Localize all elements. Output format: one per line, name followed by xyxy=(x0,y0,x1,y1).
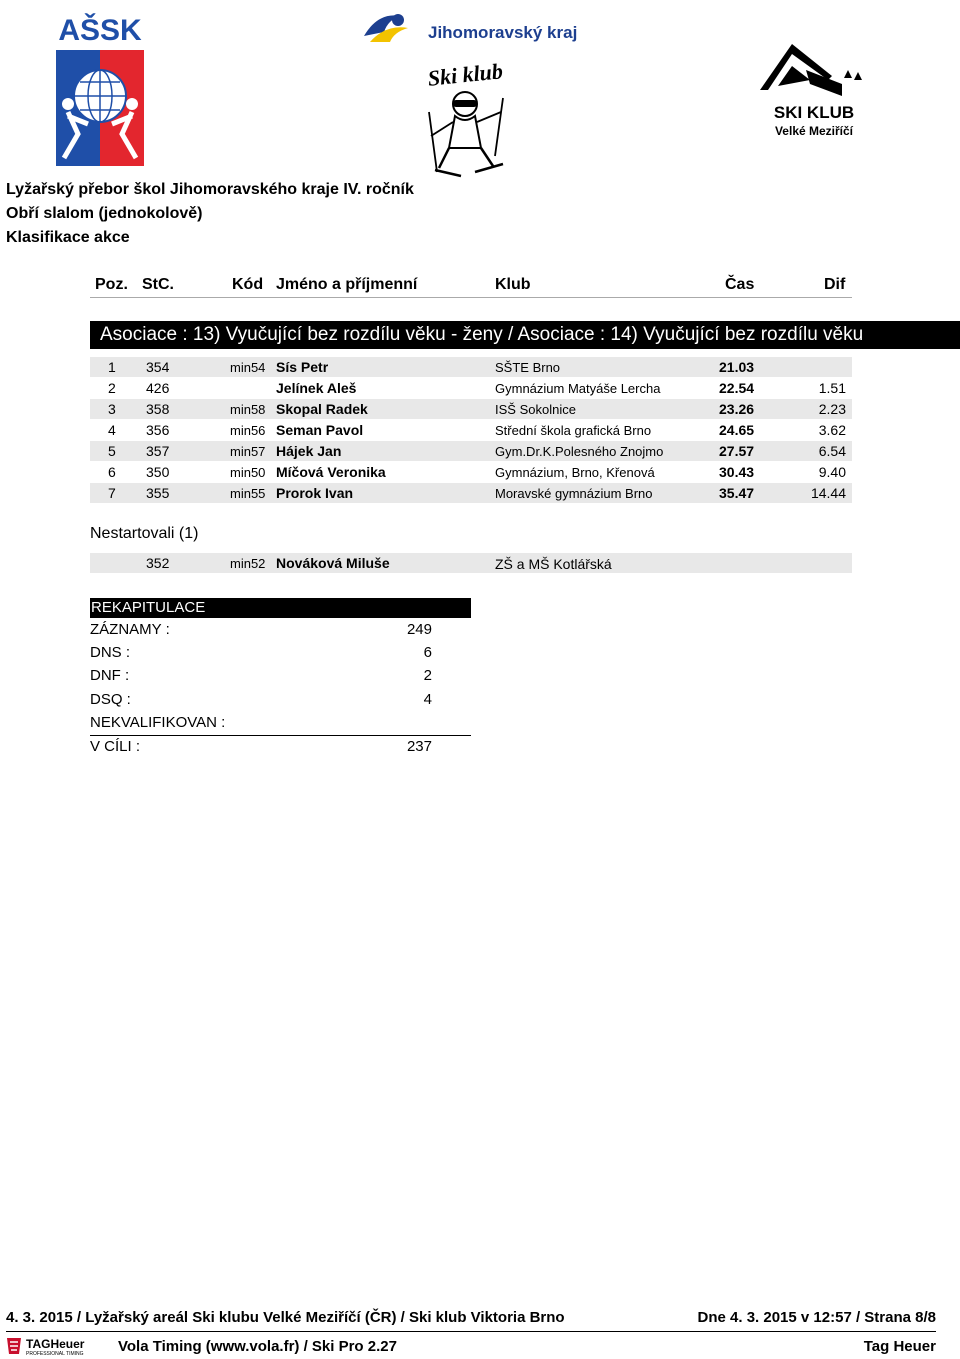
recap-label-dns: DNS : xyxy=(90,644,131,661)
row-diff: 9.40 xyxy=(818,464,846,480)
row-time: 27.57 xyxy=(719,443,755,459)
footer-software: Vola Timing (www.vola.fr) / Ski Pro 2.27 xyxy=(118,1338,397,1355)
row-position: 4 xyxy=(108,422,116,438)
row-club: ISŠ Sokolnice xyxy=(495,402,576,417)
row-time: 21.03 xyxy=(719,359,755,375)
col-header-name: Jméno a příjmenní xyxy=(276,276,418,293)
row-code: min58 xyxy=(230,402,266,417)
ski-klub-logo xyxy=(415,52,517,182)
col-header-stc: StC. xyxy=(142,276,174,293)
tag-heuer-logo xyxy=(6,1336,110,1356)
row-name: Hájek Jan xyxy=(276,443,342,459)
row-diff: 14.44 xyxy=(810,485,846,501)
result-row xyxy=(90,462,852,482)
result-row xyxy=(90,441,852,461)
row-name: Nováková Miluše xyxy=(276,555,390,571)
row-name: Seman Pavol xyxy=(276,422,364,438)
row-name: Jelínek Aleš xyxy=(276,380,357,396)
region-logo-text: Jihomoravský kraj xyxy=(428,23,578,42)
row-position: 6 xyxy=(108,464,116,480)
recap-label-dsq: DSQ : xyxy=(90,691,131,708)
tag-heuer-sub: PROFESSIONAL TIMING xyxy=(26,1351,84,1356)
recap-label-records: ZÁZNAMY : xyxy=(90,621,170,638)
row-code: min54 xyxy=(230,360,266,375)
row-code: min56 xyxy=(230,423,266,438)
row-time: 24.65 xyxy=(719,422,755,438)
row-diff: 1.51 xyxy=(818,380,846,396)
result-row xyxy=(90,378,852,398)
category-bar xyxy=(90,321,960,349)
category-title: Asociace : 13) Vyučující bez rozdílu věku - ženy / Asociace : 14) Vyučující bez rozdílu věku xyxy=(100,324,864,345)
row-bib: 426 xyxy=(146,380,170,396)
footer-brand: Tag Heuer xyxy=(863,1338,936,1355)
result-row xyxy=(90,357,852,377)
race-title: Obří slalom (jednokolově) xyxy=(6,205,203,222)
row-club: ZŠ a MŠ Kotlářská xyxy=(495,556,612,572)
assk-logo xyxy=(52,12,148,168)
row-code: min52 xyxy=(230,556,266,571)
row-position: 3 xyxy=(108,401,116,417)
recap-label-nq: NEKVALIFIKOVAN : xyxy=(90,714,226,731)
col-header-time: Čas xyxy=(725,276,755,293)
row-name: Prorok Ivan xyxy=(276,485,354,501)
dns-title: Nestartovali (1) xyxy=(90,525,199,542)
row-bib: 358 xyxy=(146,401,170,417)
row-club: Moravské gymnázium Brno xyxy=(495,486,653,501)
recap-value-dnf: 2 xyxy=(423,667,432,684)
row-position: 1 xyxy=(108,359,116,375)
row-bib: 354 xyxy=(146,359,170,375)
ski-klub-logo-text: Ski klub xyxy=(426,58,504,91)
row-time: 35.47 xyxy=(719,485,755,501)
header-divider xyxy=(90,297,852,298)
row-position: 7 xyxy=(108,485,116,501)
row-name: Sís Petr xyxy=(276,359,329,375)
region-logo xyxy=(360,6,590,50)
row-club: Gymnázium, Brno, Křenová xyxy=(495,465,655,480)
row-time: 30.43 xyxy=(719,464,755,480)
event-title: Lyžařský přebor škol Jihomoravského kraje IV. ročník xyxy=(6,181,414,198)
assk-logo-text: AŠSK xyxy=(58,14,142,47)
row-code: min55 xyxy=(230,486,266,501)
result-row xyxy=(90,483,852,503)
col-header-dif: Dif xyxy=(824,276,846,293)
recap-value-finished: 237 xyxy=(406,738,432,755)
row-club: Gymnázium Matyáše Lercha xyxy=(495,381,661,396)
row-time: 22.54 xyxy=(719,380,755,396)
result-row xyxy=(90,420,852,440)
dns-row xyxy=(90,553,852,573)
col-header-poz: Poz. xyxy=(95,276,128,293)
ski-klub-vm-logo xyxy=(758,40,870,140)
row-diff: 3.62 xyxy=(818,422,846,438)
result-row xyxy=(90,399,852,419)
col-header-club: Klub xyxy=(495,276,531,293)
report-title: Klasifikace akce xyxy=(6,229,130,246)
row-diff: 2.23 xyxy=(818,401,846,417)
recap-divider xyxy=(90,735,471,736)
row-club: Gym.Dr.K.Polesného Znojmo xyxy=(495,444,664,459)
row-time: 23.26 xyxy=(719,401,755,417)
row-code: min50 xyxy=(230,465,266,480)
ski-klub-vm-title: SKI KLUB xyxy=(773,103,855,122)
recap-value-dsq: 4 xyxy=(423,691,432,708)
footer-divider xyxy=(6,1331,936,1332)
row-code: min57 xyxy=(230,444,266,459)
row-bib: 357 xyxy=(146,443,170,459)
tag-heuer-brand: TAGHeuer xyxy=(26,1337,85,1351)
footer-date-page: Dne 4. 3. 2015 v 12:57 / Strana 8/8 xyxy=(697,1309,936,1326)
row-club: SŠTE Brno xyxy=(495,360,561,375)
ski-klub-vm-sub: Velké Meziříčí xyxy=(774,124,854,138)
recap-header xyxy=(90,598,471,618)
row-position: 2 xyxy=(108,380,116,396)
row-bib: 350 xyxy=(146,464,170,480)
recap-label-finished: V CÍLI : xyxy=(90,738,141,755)
row-position: 5 xyxy=(108,443,116,459)
col-header-kod: Kód xyxy=(232,276,264,293)
row-bib: 355 xyxy=(146,485,170,501)
row-club: Střední škola grafická Brno xyxy=(495,423,652,438)
recap-label-dnf: DNF : xyxy=(90,667,130,684)
recap-value-dns: 6 xyxy=(423,644,432,661)
row-name: Skopal Radek xyxy=(276,401,368,417)
row-bib: 356 xyxy=(146,422,170,438)
row-diff: 6.54 xyxy=(818,443,846,459)
row-bib: 352 xyxy=(146,555,170,571)
footer-event-info: 4. 3. 2015 / Lyžařský areál Ski klubu Velké Meziříčí (ČR) / Ski klub Viktoria Brno xyxy=(6,1309,565,1326)
recap-title: REKAPITULACE xyxy=(91,599,206,616)
row-name: Míčová Veronika xyxy=(276,464,386,480)
recap-value-records: 249 xyxy=(406,621,432,638)
